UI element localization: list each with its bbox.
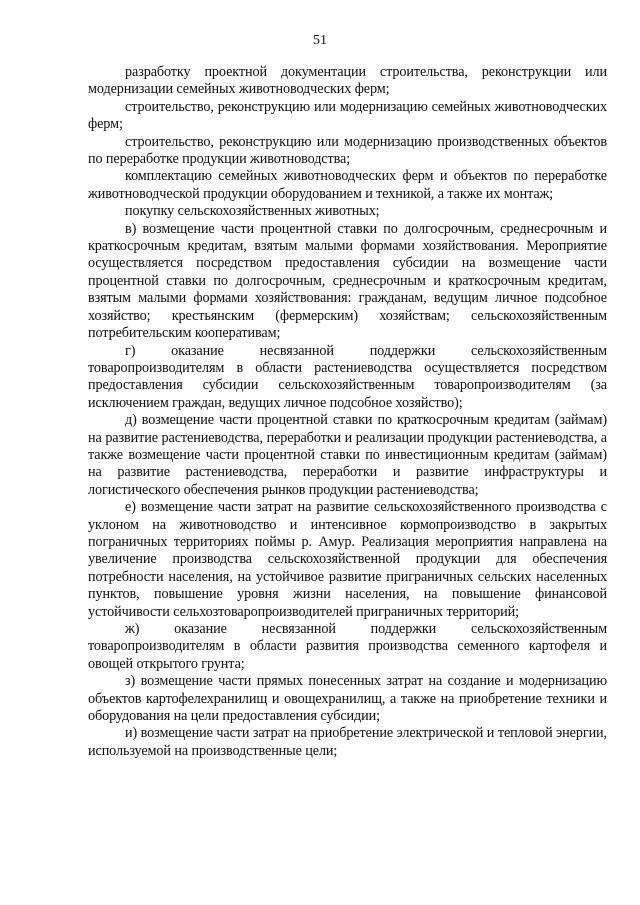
- paragraph-1: разработку проектной документации строительства, реконструкции или модернизации семейных животноводческих ферм;: [88, 64, 607, 98]
- paragraph-item-e: е) возмещение части затрат на развитие сельскохозяйственного производства с уклоном на животноводство и интенсивное кормопроизводство в закрытых пограничных территориях поймы р. Амур. Реализация мероприятия направлена на увеличение производства сельскохозяйственной продукции для обеспечения потребности населения, на устойчивое развитие приграничных сельских населенных пунктов, повышение уровня жизни населения, на повышение финансовой устойчивости сельхозтоваропроизводителей приграничных территорий;: [88, 499, 607, 620]
- paragraph-item-g: г) оказание несвязанной поддержки сельскохозяйственным товаропроизводителям в области растениеводства осуществляется посредством предоставления субсидии сельскохозяйственным товаропроизводителям (за исключением граждан, ведущих личное подсобное хозяйство);: [88, 342, 607, 411]
- paragraph-item-v: в) возмещение части процентной ставки по долгосрочным, среднесрочным и краткосрочным кредитам, взятым малыми формами хозяйствования. Мероприятие осуществляется посредством предоставления субсидии на возмещение части процентной ставки по долгосрочным, среднесрочным и краткосрочным кредитам, взятым малыми формами хозяйствования: гражданам, ведущим личное подсобное хозяйство; крестьянским (фермерским) хозяйствам; сельскохозяйственным потребительским кооперативам;: [88, 220, 607, 342]
- paragraph-item-d: д) возмещение части процентной ставки по краткосрочным кредитам (займам) на развитие растениеводства, переработки и реализации продукции растениеводства, а также возмещение части процентной ставки по инвестиционным кредитам (займам) на развитие растениеводства, переработки и развитие инфраструктуры и логистического обеспечения рынков продукции растениеводства;: [88, 412, 607, 498]
- paragraph-item-z: з) возмещение части прямых понесенных затрат на создание и модернизацию объектов картофелехранилищ и овощехранилищ, а также на приобретение техники и оборудования на цели предоставления субсидии;: [88, 673, 607, 725]
- page-number: 51: [313, 33, 327, 48]
- paragraph-item-i: и) возмещение части затрат на приобретение электрической и тепловой энергии, используемой на производственные цели;: [88, 725, 607, 759]
- paragraph-item-zh: ж) оказание несвязанной поддержки сельскохозяйственным товаропроизводителям в области развития производства семенного картофеля и овощей открытого грунта;: [88, 621, 607, 672]
- paragraph-5: покупку сельскохозяйственных животных;: [125, 203, 380, 220]
- paragraph-2: строительство, реконструкцию или модернизацию семейных животноводческих ферм;: [88, 98, 607, 133]
- document-body: [88, 64, 607, 760]
- paragraph-4: комплектацию семейных животноводческих ферм и объектов по переработке животноводческой продукции оборудованием и техникой, а также их монтаж;: [88, 168, 607, 202]
- paragraph-3: строительство, реконструкцию или модернизацию производственных объектов по переработке продукции животноводства;: [88, 133, 607, 168]
